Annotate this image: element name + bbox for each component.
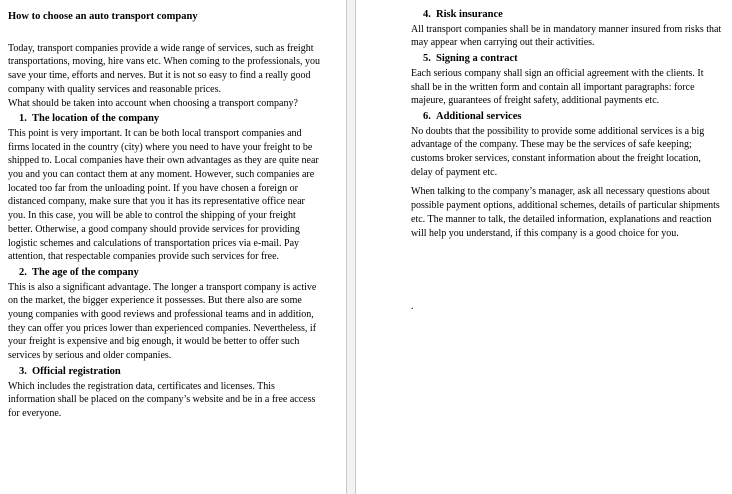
section-heading-text: Official registration	[32, 365, 121, 377]
stray-period-mark: .	[411, 301, 414, 312]
section-heading-text: Signing a contract	[436, 53, 518, 65]
section-body: This is also a significant advantage. The longer a transport company is active on the market, the bigger experience it possesses. But there also are some young companies with good reviews and professional teams and in addition, they can offer you prices lower than experienced companies. Nevertheless, if your freight is expensive and big enough, it would be better to offer such services by serious and older companies.	[8, 281, 317, 362]
right-text-column	[411, 0, 724, 240]
section-heading	[411, 8, 724, 22]
intro-paragraph: Today, transport companies provide a wide range of services, such as freight transportations, moving, hire vans etc. When coming to the professionals, you save your time, efforts and nerves. But it is not so easy to find a really good company with quality services and reasonable prices.	[8, 42, 320, 95]
closing-paragraph: When talking to the company’s manager, ask all necessary questions about possible payment options, additional schemes, details of particular shipments etc. The manner to talk, the detailed information, explanations and reaction will help you understand, if this company is a good choice for you.	[411, 186, 720, 239]
section-body: All transport companies shall be in mandatory manner insured from risks that may appear when carrying out their activities.	[411, 23, 722, 49]
section-body: No doubts that the possibility to provide some additional services is a big advantage of the company. These may be the services of safe keeping; customs broker services, constant information about the freight location, delay of payment etc.	[411, 125, 705, 178]
section-number: 2.	[19, 266, 27, 278]
section-heading	[411, 110, 724, 124]
page-edge-left	[346, 0, 347, 494]
section-number: 4.	[423, 9, 431, 20]
document-title: How to choose an auto transport company	[8, 11, 198, 22]
left-text-column	[8, 0, 322, 421]
question-paragraph: What should be taken into account when choosing a transport company?	[8, 97, 298, 109]
section-body: Each serious company shall sign an official agreement with the clients. It shall be in the written form and contain all important paragraphs: force majeure, guarantees of freight safety, additional payments etc.	[411, 67, 704, 107]
section-number: 5.	[423, 53, 431, 65]
section-heading-text: The location of the company	[32, 113, 160, 125]
section-number: 1.	[19, 113, 27, 125]
section-heading	[8, 266, 322, 280]
section-heading	[8, 365, 322, 379]
section-number: 3.	[19, 365, 27, 377]
section-heading-text: The age of the company	[32, 266, 139, 278]
section-heading-text: Risk insurance	[436, 9, 503, 20]
section-heading-text: Additional services	[436, 110, 522, 122]
section-number: 6.	[423, 110, 431, 122]
section-body: This point is very important. It can be both local transport companies and firms located in the country (city) where you need to have your freight to be shipped to. Local companies have their own advantages as they are quite near you and you can contact them at any moment. However, such companies are located too far from the unloading point. If you have chosen a foreign or distanced company, make sure that you it has its representative office near you. In this case, you will be able to control the shipping of your freight better. Otherwise, a good company should provide services for providing logistic schemes and calculations of transportation prices via e-mail. Pay attention, that respectable companies provide such services for free.	[8, 127, 319, 263]
section-heading	[8, 112, 322, 126]
section-body: Which includes the registration data, certificates and licenses. This information shall be placed on the company’s website and be in a free access for everyone.	[8, 380, 316, 419]
section-heading	[411, 52, 724, 66]
